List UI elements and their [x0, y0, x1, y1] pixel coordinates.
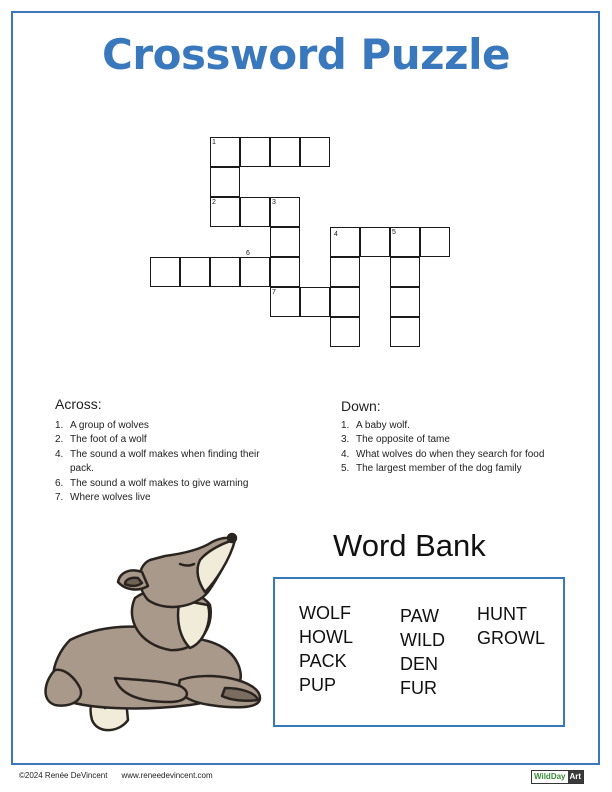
grid-number-6: 6	[246, 250, 250, 257]
grid-cell[interactable]	[240, 197, 270, 227]
website-link[interactable]: www.reneedevincent.com	[121, 771, 213, 780]
word-bank-heading: Word Bank	[333, 528, 486, 563]
clue-number: 7.	[55, 492, 64, 504]
down-heading: Down:	[341, 398, 381, 414]
word-bank-word: DEN	[400, 654, 439, 674]
grid-cell[interactable]	[390, 287, 420, 317]
across-heading: Across:	[55, 396, 102, 412]
word-bank-word: FUR	[400, 678, 437, 698]
clue-text: A group of wolves	[70, 420, 149, 431]
grid-cell[interactable]	[330, 317, 360, 347]
clue-text: The sound a wolf makes when finding their pack.	[70, 448, 260, 475]
clue-text: The largest member of the dog family	[356, 463, 522, 475]
word-bank-column	[477, 602, 545, 650]
across-clues	[55, 419, 280, 505]
clue-item	[341, 448, 591, 462]
word-bank-word: HUNT	[477, 604, 527, 624]
grid-cell[interactable]	[300, 137, 330, 167]
copyright-text: ©2024 Renée DeVincent	[19, 771, 108, 780]
clue-text: A baby wolf.	[356, 420, 410, 431]
grid-cell[interactable]	[360, 227, 390, 257]
clue-number: 4.	[341, 448, 350, 460]
clue-number: 3.	[341, 434, 350, 446]
clue-text: The foot of a wolf	[70, 434, 147, 446]
word-bank-word: WOLF	[299, 603, 351, 623]
page-title: Crossword Puzzle	[102, 30, 510, 79]
grid-cell[interactable]	[270, 227, 300, 257]
word-bank-word: PUP	[299, 675, 337, 695]
grid-number-2: 2	[212, 199, 216, 206]
grid-cell[interactable]	[270, 137, 300, 167]
clue-number: 2.	[55, 434, 64, 446]
clue-item	[341, 433, 591, 447]
footer	[19, 771, 213, 780]
grid-cell[interactable]	[390, 257, 420, 287]
clue-item	[55, 491, 280, 505]
clue-number: 6.	[55, 477, 64, 489]
grid-number-5: 5	[392, 229, 396, 236]
clue-text: Where wolves live	[70, 492, 151, 504]
grid-cell[interactable]	[330, 257, 360, 287]
clue-item	[341, 419, 591, 433]
grid-cell[interactable]	[300, 287, 330, 317]
grid-number-4: 4	[334, 231, 338, 238]
grid-number-1: 1	[212, 139, 216, 146]
word-bank-column	[400, 604, 445, 700]
word-bank-column	[299, 601, 353, 697]
clue-number: 4.	[55, 448, 64, 460]
word-bank-word: HOWL	[299, 627, 353, 647]
clue-number: 1.	[341, 420, 350, 431]
clue-text: The sound a wolf makes to give warning	[70, 477, 249, 489]
logo-text-left: WildDay	[534, 772, 566, 781]
grid-cell[interactable]	[180, 257, 210, 287]
clue-item	[55, 448, 280, 477]
grid-cell[interactable]	[240, 137, 270, 167]
clue-text: What wolves do when they search for food	[356, 448, 545, 460]
grid-cell[interactable]	[210, 257, 240, 287]
word-bank-word: PACK	[299, 651, 347, 671]
grid-cell[interactable]	[270, 257, 300, 287]
down-clues	[341, 419, 591, 477]
clue-item	[341, 462, 591, 476]
grid-number-3: 3	[272, 199, 276, 206]
clue-number: 1.	[55, 420, 64, 431]
grid-cell[interactable]	[330, 287, 360, 317]
word-bank-word: WILD	[400, 630, 445, 650]
word-bank-word: GROWL	[477, 628, 546, 648]
word-bank-word: PAW	[400, 606, 439, 626]
grid-cell[interactable]	[150, 257, 180, 287]
logo-text-right: Art	[569, 772, 582, 781]
grid-cell[interactable]	[390, 317, 420, 347]
grid-number-7: 7	[272, 289, 276, 296]
clue-item	[55, 433, 280, 447]
clue-text: The opposite of tame	[356, 434, 450, 446]
clue-number: 5.	[341, 463, 350, 475]
clue-item	[55, 477, 280, 491]
grid-cell[interactable]	[210, 167, 240, 197]
grid-cell[interactable]	[240, 257, 270, 287]
grid-cell[interactable]	[420, 227, 450, 257]
wildday-art-logo	[531, 770, 584, 784]
clue-item	[55, 419, 280, 433]
howling-wolf-illustration	[30, 520, 270, 740]
